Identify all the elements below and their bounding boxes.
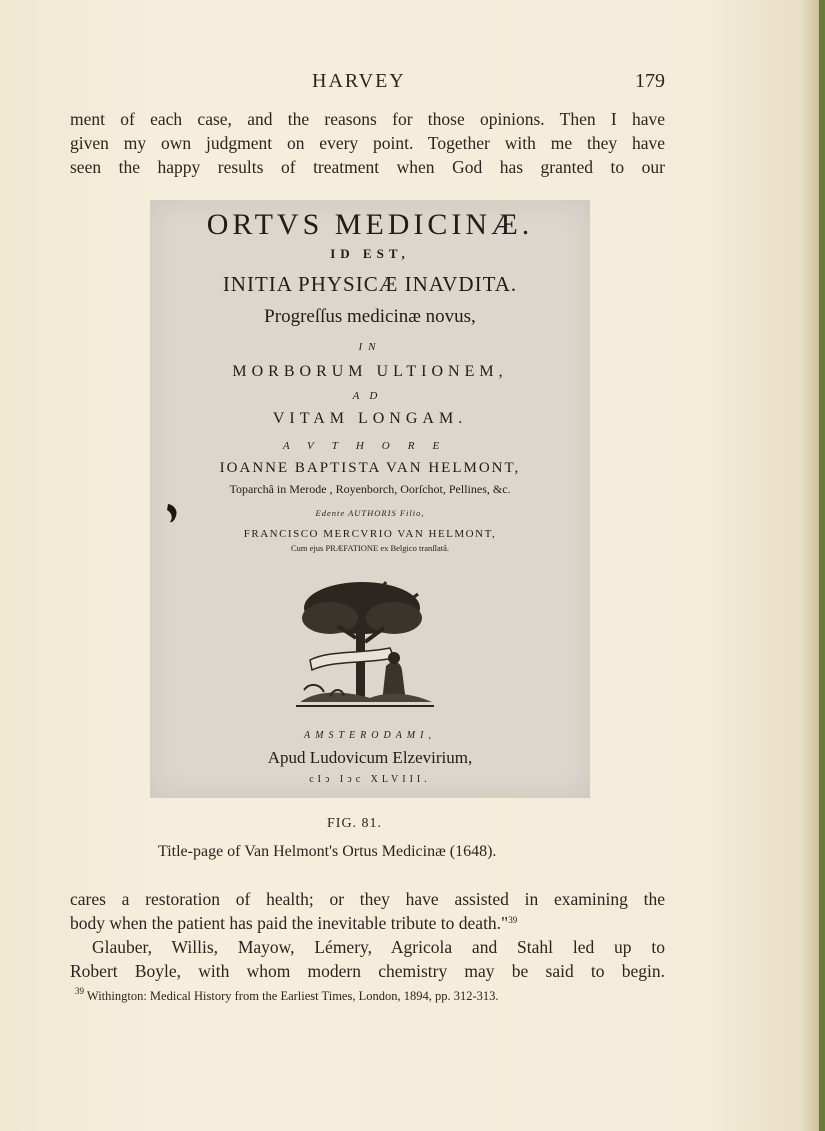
text-line: seen the happy results of treatment when God has granted to our [70, 157, 665, 177]
page-number: 179 [635, 70, 665, 92]
plate-date: cIↄ Iↄc XLVIII. [309, 774, 431, 785]
page-edge [819, 0, 825, 1131]
text-line: Robert Boyle, with whom modern chemistry may be said to begin. [70, 961, 665, 981]
figure-label-text: FIG. 81. [327, 816, 383, 831]
plate-line: FRANCISCO MERCVRIO VAN HELMONT, [243, 528, 497, 540]
plate-line: AMSTERODAMI, [304, 730, 436, 741]
text-line [70, 911, 665, 935]
plate-author: IOANNE BAPTISTA VAN HELMONT, [219, 460, 521, 476]
footnote-reference: 39 [508, 915, 518, 925]
plate-line: IN [358, 341, 382, 353]
plate-line: Progreſſus medicinæ novus, [264, 306, 476, 327]
title-page-plate [150, 200, 590, 798]
plate-subtitle: INITIA PHYSICÆ INAVDITA. [222, 272, 518, 296]
plate-line: MORBORUM ULTIONEM, [232, 363, 508, 380]
text-line: cares a restoration of health; or they have assisted in examining the [70, 889, 665, 909]
paragraph-top [70, 107, 665, 179]
figure-caption: Title-page of Van Helmont's Ortus Medicinæ (1648). [158, 843, 497, 860]
plate-line: Edente AUTHORIS Filio, [315, 508, 425, 518]
plate-publisher: Apud Ludovicum Elzevirium, [267, 748, 473, 767]
plate-line: Toparchâ in Merode , Royenborch, Oorſchot, Pellines, &c. [229, 482, 511, 496]
paragraph-bottom [70, 887, 665, 983]
plate-title: ORTVS MEDICINÆ. [206, 208, 534, 241]
plate-line: AVTHORE [282, 440, 458, 452]
plate-line: ID EST, [330, 246, 410, 261]
footnote [75, 986, 499, 1004]
running-title: HARVEY [312, 70, 406, 92]
plate-line: Cum ejus PRÆFATIONE ex Belgico tranſlatâ. [290, 543, 450, 553]
running-head [70, 70, 665, 96]
footnote-number: 39 [75, 986, 84, 996]
text-line-content: body when the patient has paid the inevitable tribute to death." [70, 913, 509, 933]
plate-line: AD [352, 390, 388, 402]
printer-device-emblem-icon [290, 578, 440, 713]
fleuron-icon [164, 502, 180, 524]
text-line: Glauber, Willis, Mayow, Lémery, Agricola and Stahl led up to [92, 937, 665, 957]
text-line: given my own judgment on every point. Together with me they have [70, 133, 665, 153]
plate-line: VITAM LONGAM. [272, 410, 468, 427]
footnote-text: Withington: Medical History from the Earliest Times, London, 1894, pp. 312-313. [84, 989, 499, 1003]
text-line: ment of each case, and the reasons for those opinions. Then I have [70, 109, 665, 129]
